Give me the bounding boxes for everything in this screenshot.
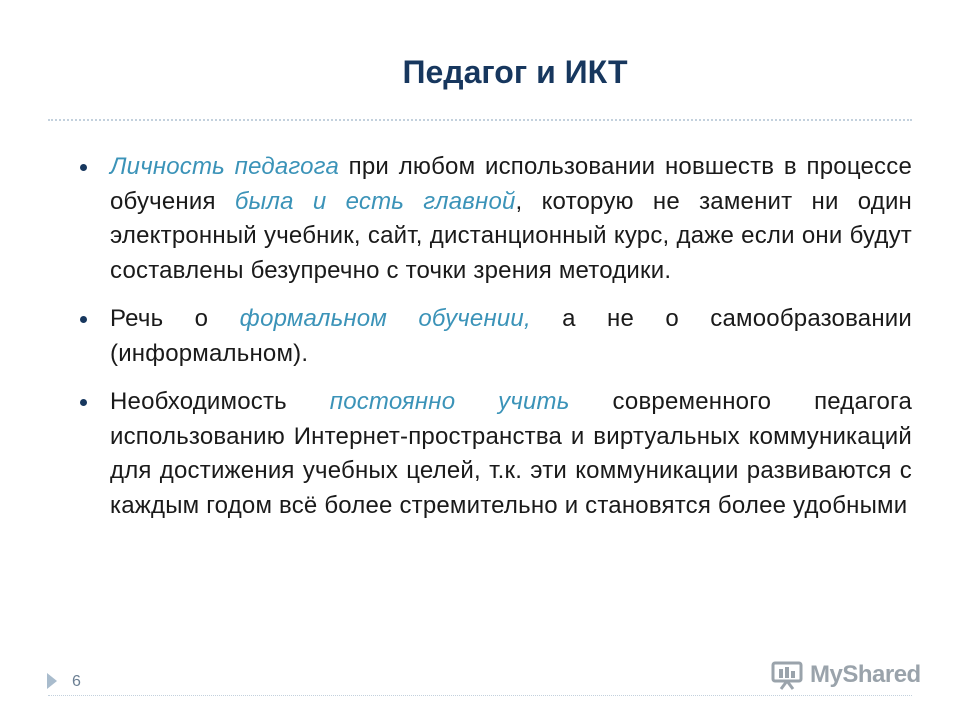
slide-title: Педагог и ИКТ <box>402 54 628 90</box>
presentation-board-icon <box>770 660 804 690</box>
highlighted-text: была и есть главной <box>234 187 516 215</box>
bullet-item <box>80 302 912 371</box>
bullet-text <box>110 388 912 519</box>
body-text: при любом использовании новшеств в процессе обучения <box>110 153 913 215</box>
highlighted-text: постоянно учить <box>329 388 570 415</box>
body-text: Необходимость <box>110 388 330 415</box>
bullet-item <box>80 385 912 523</box>
body-text: Речь о <box>110 305 240 332</box>
body-text: а не о самообразовании (информальном). <box>110 305 912 367</box>
bullet-dot-icon <box>80 316 87 323</box>
watermark <box>770 658 921 692</box>
watermark-text: MyShared <box>810 661 921 688</box>
highlighted-text: формальном обучении, <box>239 305 531 332</box>
footer-triangle-icon <box>47 673 57 689</box>
bullet-dot-icon <box>80 399 87 406</box>
page-number: 6 <box>72 673 81 690</box>
bullet-text <box>110 305 912 367</box>
bullet-list <box>80 150 912 537</box>
bullet-dot-icon <box>80 164 87 171</box>
body-text: , которую не заменит ни один электронный учебник, сайт, дистанционный курс, даже если они будут составлены безупречно с точки зрения методики. <box>110 187 913 284</box>
bullet-text <box>110 153 912 284</box>
footer-divider <box>48 695 912 696</box>
highlighted-text: Личность педагога <box>110 153 339 180</box>
title-divider <box>48 119 912 121</box>
bullet-item <box>80 150 912 288</box>
body-text: современного педагога использованию Интернет-пространства и виртуальных коммуникаций для достижения учебных целей, т.к. эти коммуникации развиваются с каждым годом всё более стремительно и становятся более удобными <box>110 388 912 519</box>
